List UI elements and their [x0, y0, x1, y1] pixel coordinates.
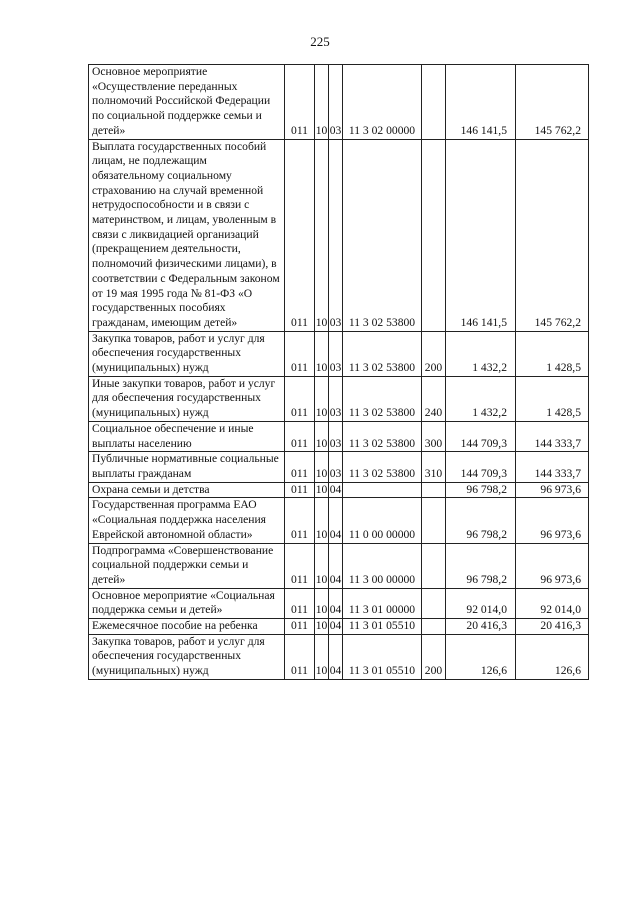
table-row [89, 139, 589, 331]
row-expense-type: 200 [422, 331, 446, 376]
table-row [89, 482, 589, 498]
row-sum-year-2: 144 333,7 [516, 452, 589, 482]
table-row [89, 421, 589, 451]
row-section-code: 10 [315, 331, 329, 376]
row-expense-type [422, 543, 446, 588]
row-section-code: 10 [315, 619, 329, 635]
row-sum-year-1: 96 798,2 [446, 543, 516, 588]
row-name: Охрана семьи и детства [89, 482, 285, 498]
table-row [89, 588, 589, 618]
row-section-code: 10 [315, 421, 329, 451]
row-target-code: 11 3 01 05510 [343, 634, 422, 679]
row-sum-year-1: 144 709,3 [446, 421, 516, 451]
budget-table [88, 64, 589, 680]
row-sum-year-1: 92 014,0 [446, 588, 516, 618]
row-section-code: 10 [315, 543, 329, 588]
row-ministry-code: 011 [285, 498, 315, 543]
row-name: Основное мероприятие «Осуществление переданных полномочий Российской Федерации по социальной поддержке семьи и детей» [89, 65, 285, 140]
row-subsection-code: 04 [329, 619, 343, 635]
row-ministry-code: 011 [285, 331, 315, 376]
row-target-code: 11 3 02 53800 [343, 421, 422, 451]
row-section-code: 10 [315, 482, 329, 498]
table-row [89, 452, 589, 482]
row-section-code: 10 [315, 139, 329, 331]
row-sum-year-2: 144 333,7 [516, 421, 589, 451]
row-name: Выплата государственных пособий лицам, не подлежащим обязательному социальному страхованию на случай временной нетрудоспособности и в связи с материнством, и лицам, уволенным в связи с ликвидацией организаций (прекращением деятельности, полномочий физическими лицами), в соответствии с Федеральным законом от 19 мая 1995 года № 81-ФЗ «О государственных пособиях гражданам, имеющим детей» [89, 139, 285, 331]
row-section-code: 10 [315, 452, 329, 482]
row-target-code: 11 0 00 00000 [343, 498, 422, 543]
row-subsection-code: 03 [329, 452, 343, 482]
row-expense-type [422, 65, 446, 140]
row-subsection-code: 04 [329, 634, 343, 679]
row-name: Закупка товаров, работ и услуг для обеспечения государственных (муниципальных) нужд [89, 331, 285, 376]
row-expense-type [422, 482, 446, 498]
row-sum-year-1: 144 709,3 [446, 452, 516, 482]
table-row [89, 543, 589, 588]
row-subsection-code: 04 [329, 543, 343, 588]
row-subsection-code: 04 [329, 588, 343, 618]
row-expense-type [422, 139, 446, 331]
row-sum-year-1: 96 798,2 [446, 482, 516, 498]
row-sum-year-1: 146 141,5 [446, 139, 516, 331]
row-name: Публичные нормативные социальные выплаты гражданам [89, 452, 285, 482]
row-target-code: 11 3 01 05510 [343, 619, 422, 635]
row-name: Ежемесячное пособие на ребенка [89, 619, 285, 635]
row-target-code: 11 3 02 53800 [343, 331, 422, 376]
row-name: Закупка товаров, работ и услуг для обеспечения государственных (муниципальных) нужд [89, 634, 285, 679]
row-sum-year-1: 126,6 [446, 634, 516, 679]
row-subsection-code: 03 [329, 376, 343, 421]
row-ministry-code: 011 [285, 139, 315, 331]
row-name: Подпрограмма «Совершенствование социальной поддержки семьи и детей» [89, 543, 285, 588]
row-section-code: 10 [315, 376, 329, 421]
row-sum-year-2: 145 762,2 [516, 139, 589, 331]
row-target-code: 11 3 00 00000 [343, 543, 422, 588]
row-ministry-code: 011 [285, 421, 315, 451]
row-sum-year-1: 1 432,2 [446, 331, 516, 376]
row-subsection-code: 03 [329, 65, 343, 140]
table-row [89, 498, 589, 543]
row-expense-type [422, 498, 446, 543]
row-ministry-code: 011 [285, 634, 315, 679]
row-sum-year-1: 146 141,5 [446, 65, 516, 140]
row-sum-year-2: 145 762,2 [516, 65, 589, 140]
row-sum-year-2: 92 014,0 [516, 588, 589, 618]
row-section-code: 10 [315, 634, 329, 679]
budget-table-body [89, 65, 589, 680]
row-subsection-code: 03 [329, 331, 343, 376]
row-expense-type: 310 [422, 452, 446, 482]
row-subsection-code: 04 [329, 498, 343, 543]
row-target-code: 11 3 02 53800 [343, 376, 422, 421]
row-ministry-code: 011 [285, 376, 315, 421]
row-subsection-code: 03 [329, 421, 343, 451]
row-subsection-code: 03 [329, 139, 343, 331]
row-sum-year-1: 96 798,2 [446, 498, 516, 543]
row-sum-year-2: 1 428,5 [516, 376, 589, 421]
row-ministry-code: 011 [285, 588, 315, 618]
table-row [89, 376, 589, 421]
page-number: 225 [310, 34, 330, 49]
row-sum-year-2: 96 973,6 [516, 482, 589, 498]
row-sum-year-2: 96 973,6 [516, 543, 589, 588]
row-ministry-code: 011 [285, 482, 315, 498]
row-expense-type: 240 [422, 376, 446, 421]
row-target-code: 11 3 02 00000 [343, 65, 422, 140]
row-sum-year-2: 20 416,3 [516, 619, 589, 635]
row-section-code: 10 [315, 498, 329, 543]
row-expense-type [422, 619, 446, 635]
row-sum-year-2: 96 973,6 [516, 498, 589, 543]
row-target-code: 11 3 02 53800 [343, 139, 422, 331]
row-section-code: 10 [315, 588, 329, 618]
table-row [89, 619, 589, 635]
row-subsection-code: 04 [329, 482, 343, 498]
table-row [89, 65, 589, 140]
row-expense-type [422, 588, 446, 618]
row-name: Государственная программа ЕАО «Социальная поддержка населения Еврейской автономной области» [89, 498, 285, 543]
row-name: Основное мероприятие «Социальная поддержка семьи и детей» [89, 588, 285, 618]
table-row [89, 331, 589, 376]
row-ministry-code: 011 [285, 619, 315, 635]
row-name: Иные закупки товаров, работ и услуг для обеспечения государственных (муниципальных) нужд [89, 376, 285, 421]
row-expense-type: 300 [422, 421, 446, 451]
row-target-code: 11 3 02 53800 [343, 452, 422, 482]
table-row [89, 634, 589, 679]
row-sum-year-1: 1 432,2 [446, 376, 516, 421]
row-sum-year-2: 126,6 [516, 634, 589, 679]
row-ministry-code: 011 [285, 65, 315, 140]
row-sum-year-2: 1 428,5 [516, 331, 589, 376]
row-section-code: 10 [315, 65, 329, 140]
row-target-code [343, 482, 422, 498]
row-ministry-code: 011 [285, 543, 315, 588]
row-sum-year-1: 20 416,3 [446, 619, 516, 635]
row-target-code: 11 3 01 00000 [343, 588, 422, 618]
row-ministry-code: 011 [285, 452, 315, 482]
row-name: Социальное обеспечение и иные выплаты населению [89, 421, 285, 451]
row-expense-type: 200 [422, 634, 446, 679]
